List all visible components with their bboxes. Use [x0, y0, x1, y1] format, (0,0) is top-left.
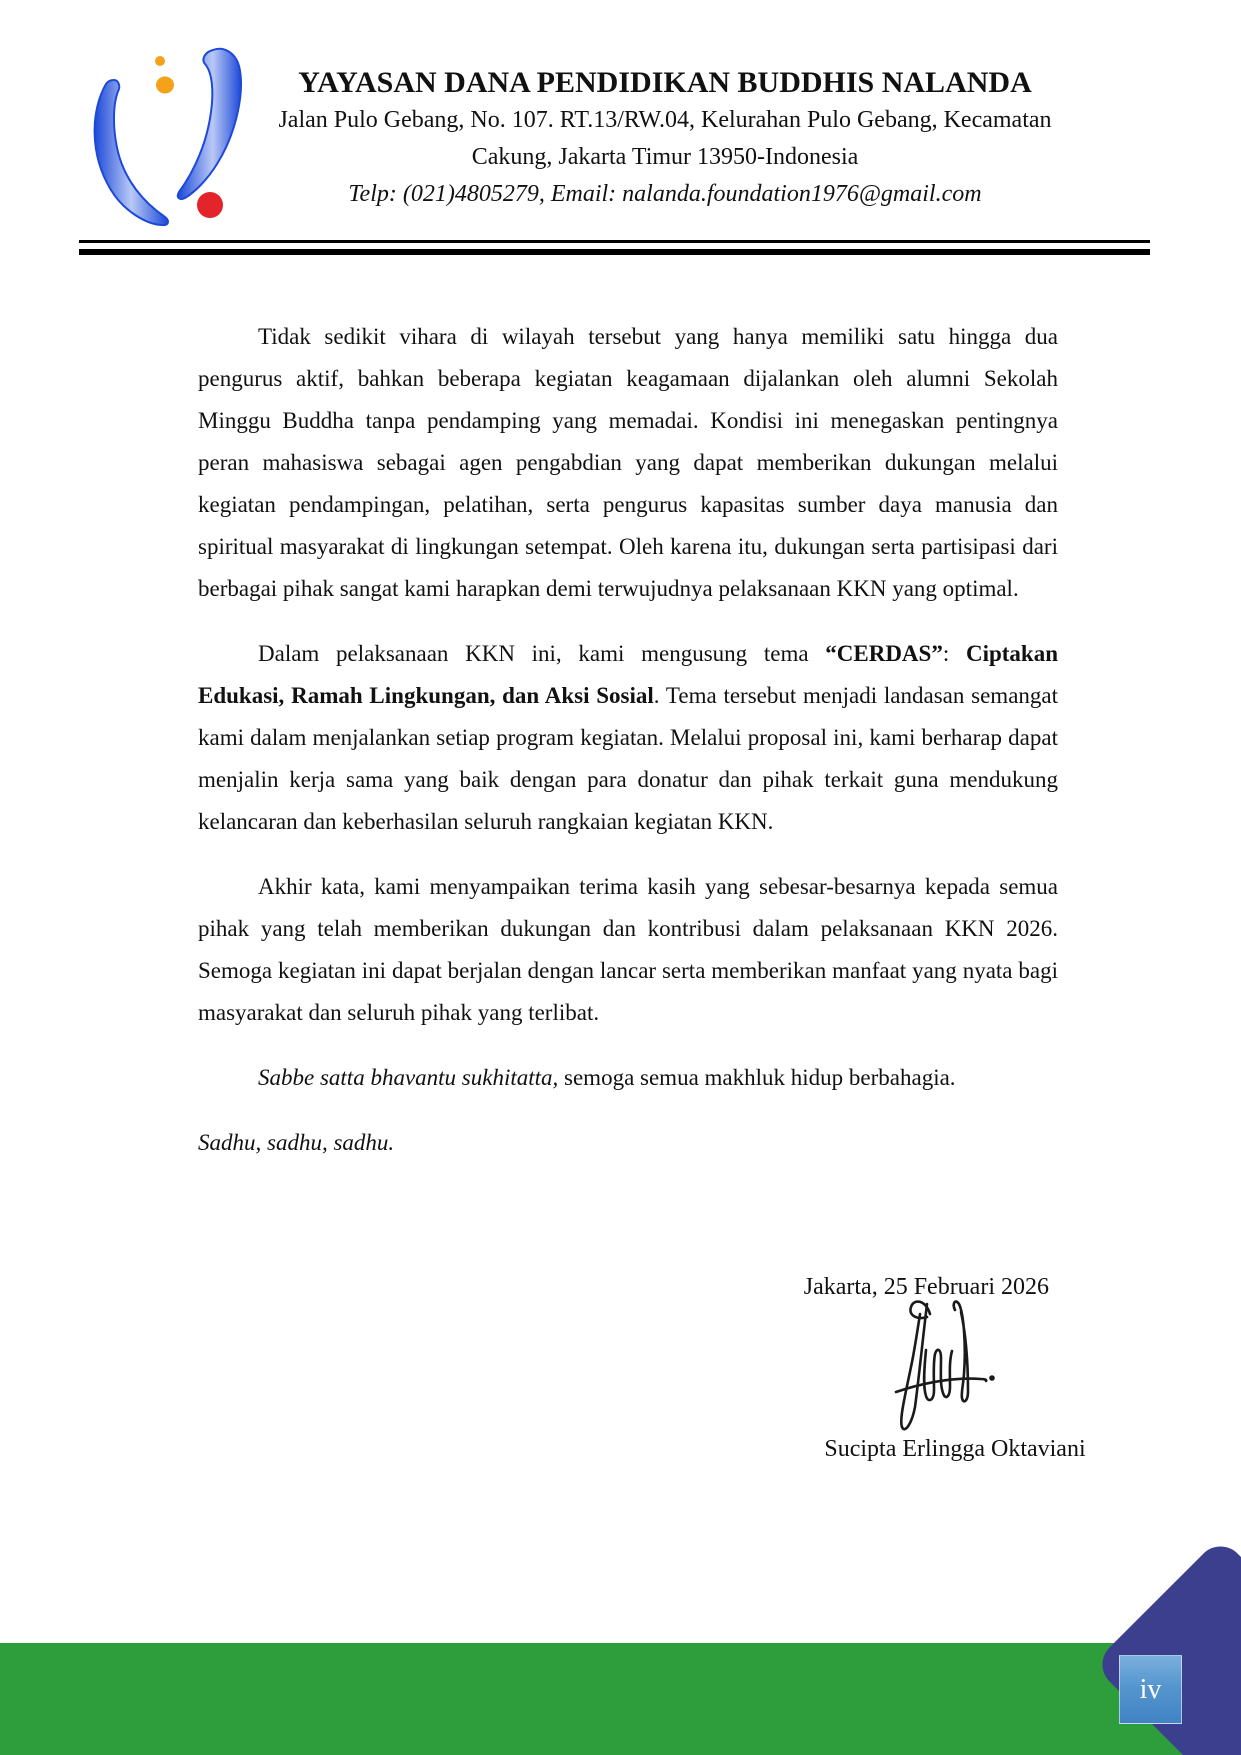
text-run: semoga semua makhluk hidup berbahagia. — [558, 1065, 956, 1090]
text-run: Sabbe satta bhavantu sukhitatta, — [258, 1065, 559, 1090]
address-line-1: Jalan Pulo Gebang, No. 107. RT.13/RW.04, Kelurahan Pulo Gebang, Kecamatan — [278, 107, 1052, 133]
foundation-logo-graphic — [85, 42, 250, 227]
letterhead — [240, 64, 1090, 213]
logo-orange-dot-large — [156, 77, 174, 94]
logo-red-dot — [197, 192, 223, 218]
text-run: . Tema tersebut menjadi landasan semangat kami dalam menjalankan setiap program kegiatan. Melalui proposal ini, kami berharap dapat menjalin kerja sama yang baik dengan para donatur dan pihak terkait guna mendukung kelancaran dan keberhasilan seluruh rangkaian kegiatan KKN. — [198, 683, 1058, 834]
contact-line: Telp: (021)4805279, Email: nalanda.foundation1976@gmail.com — [348, 181, 982, 207]
text-run: Akhir kata, kami menyampaikan terima kasih yang sebesar-besarnya kepada semua pihak yang telah memberikan dukungan dan kontribusi dalam pelaksanaan KKN 2026. Semoga kegiatan ini dapat berjalan dengan lancar serta memberikan manfaat yang nyata bagi masyarakat dan seluruh pihak yang terlibat. — [198, 874, 1058, 1025]
letter-body — [198, 316, 1058, 1187]
logo-left-petal — [95, 80, 168, 225]
text-run: Tidak sedikit vihara di wilayah tersebut yang hanya memiliki satu hingga dua pengurus aktif, bahkan beberapa kegiatan keagamaan dijalankan oleh alumni Sekolah Minggu Buddha tanpa pendamping yang memadai. Kondisi ini menegaskan pentingnya peran mahasiswa sebagai agen pengabdian yang dapat memberikan dukungan melalui kegiatan pendampingan, pelatihan, serta pengurus kapasitas sumber daya manusia dan spiritual masyarakat di lingkungan setempat. Oleh karena itu, dukungan serta partisipasi dari berbagai pihak sangat kami harapkan demi terwujudnya pelaksanaan KKN yang optimal. — [198, 324, 1058, 601]
paragraph-5-sadhu — [198, 1122, 1058, 1164]
paragraph-2 — [198, 633, 1058, 843]
signature — [868, 1292, 1013, 1442]
paragraph-4-blessing — [198, 1057, 1058, 1099]
page-number-box — [1119, 1655, 1182, 1724]
text-run: Sadhu, sadhu, sadhu. — [198, 1130, 395, 1155]
paragraph-3 — [198, 866, 1058, 1034]
text-run: Dalam pelaksanaan KKN ini, kami mengusung tema — [258, 641, 826, 666]
logo-right-petal — [178, 49, 241, 199]
signature-scribble — [868, 1292, 1013, 1442]
text-run: : — [942, 641, 966, 666]
page-number: iv — [1139, 1673, 1162, 1705]
text-run: “CERDAS” — [825, 641, 943, 666]
date-line: Jakarta, 25 Februari 2026 — [803, 1274, 1049, 1300]
logo-orange-dot-small — [155, 56, 165, 66]
org-name: YAYASAN DANA PENDIDIKAN BUDDHIS NALANDA — [298, 66, 1032, 99]
foundation-logo — [85, 42, 250, 227]
signatory-name: Sucipta Erlingga Oktaviani — [824, 1436, 1086, 1462]
footer-green-bar — [0, 1643, 1241, 1755]
paragraph-1 — [198, 316, 1058, 610]
address-line-2: Cakung, Jakarta Timur 13950-Indonesia — [471, 144, 859, 170]
letterhead-divider-rule — [79, 240, 1150, 255]
text-run: Ciptakan Edukasi, Ramah Lingkungan, dan Aksi Sosial — [198, 641, 1058, 708]
